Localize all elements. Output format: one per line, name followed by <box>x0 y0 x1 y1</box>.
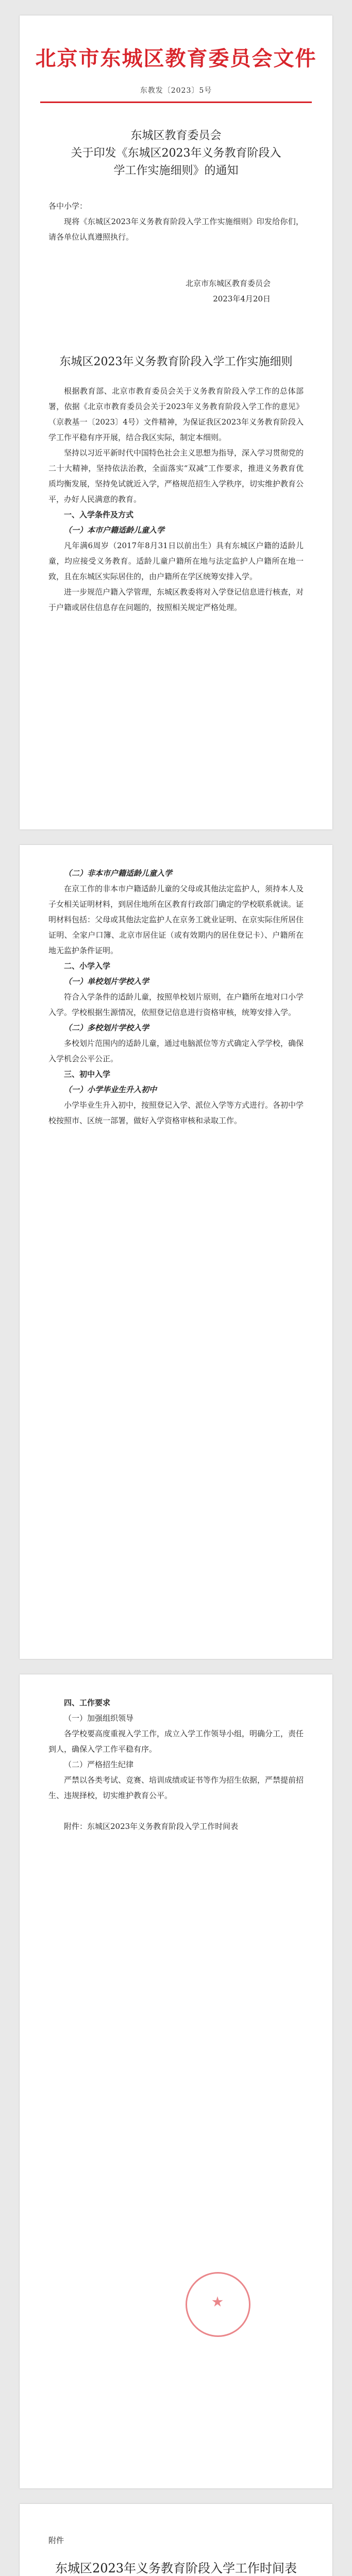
paragraph: 进一步规范户籍入学管理，东城区教委将对入学登记信息进行核查，对于户籍或居住信息存在问题的，按照相关规定严格处理。 <box>48 587 304 612</box>
annex-title: 东城区2023年义务教育阶段入学工作时间表 <box>55 2561 297 2575</box>
page-1 <box>20 15 332 829</box>
subsection-heading: （一）小学毕业生升入初中 <box>64 1085 157 1094</box>
notice-body: 现将《东城区2023年义务教育阶段入学工作实施细则》印发给你们，请各单位认真遵照执行。 <box>48 217 304 242</box>
page-2 <box>20 845 332 1659</box>
salutation: 各中小学： <box>48 201 88 211</box>
notice-signature: 北京市东城区教育委员会 <box>185 279 271 288</box>
page-3 <box>20 1674 332 2488</box>
paragraph: 小学毕业生升入初中，按照登记入学、派位入学等方式进行。各初中学校按照市、区统一部署，做好入学资格审核和录取工作。 <box>48 1100 304 1125</box>
red-header-title: 北京市东城区教育委员会文件 <box>35 47 317 71</box>
paragraph: 各学校要高度重视入学工作，成立入学工作领导小组，明确分工，责任到人，确保入学工作平稳有序。 <box>48 1729 304 1754</box>
red-divider <box>40 101 312 103</box>
section-heading: 三、初中入学 <box>64 1070 111 1079</box>
subsection-heading: （一）加强组织领导 <box>64 1714 134 1723</box>
paragraph: 凡年满6周岁（2017年8月31日以前出生）具有东城区户籍的适龄儿童，均应接受义务教育。适龄儿童户籍所在地与法定监护人户籍所在地一致，且在东城区实际居住的，由户籍所在学区统筹安排入学。 <box>48 541 304 581</box>
section-heading: 四、工作要求 <box>64 1698 111 1707</box>
subsection-heading: （二）严格招生纪律 <box>64 1760 134 1769</box>
page-4 <box>20 2504 332 2576</box>
official-seal <box>186 2272 250 2337</box>
closing-annex-reference: 附件：东城区2023年义务教育阶段入学工作时间表 <box>64 1822 239 1831</box>
plan-intro-para: 根据教育部、北京市教育委员会关于义务教育阶段入学工作的总体部署，依据《北京市教育委员会关于2023年义务教育阶段入学工作的意见》（京教基一〔2023〕4号）文件精神，为保证我区2023年义务教育阶段入学工作平稳有序开展，结合我区实际，制定本细则。 <box>48 386 304 442</box>
subsection-heading: （一）本市户籍适龄儿童入学 <box>64 526 165 535</box>
section-heading: 一、入学条件及方式 <box>64 510 134 519</box>
annex-label: 附件 <box>48 2536 64 2545</box>
subsection-heading: （二）多校划片学校入学 <box>64 1023 149 1032</box>
plan-title: 东城区2023年义务教育阶段入学工作实施细则 <box>59 355 293 368</box>
subsection-heading: （二）非本市户籍适龄儿童入学 <box>64 869 173 878</box>
paragraph: 严禁以各类考试、竞赛、培训成绩或证书等作为招生依据，严禁提前招生、违规择校，切实维护教育公平。 <box>48 1775 304 1800</box>
plan-intro-para: 坚持以习近平新时代中国特色社会主义思想为指导，深入学习贯彻党的二十大精神，坚持依法治教，全面落实“双减”工作要求，推进义务教育优质均衡发展，坚持免试就近入学，严格规范招生入学秩序，切实维护教育公平，办好人民满意的教育。 <box>48 448 304 504</box>
section-heading: 二、小学入学 <box>64 961 111 971</box>
notice-issuer: 东城区教育委员会 <box>130 129 222 142</box>
document-number: 东教发〔2023〕5号 <box>140 87 212 95</box>
paragraph: 多校划片范围内的适龄儿童，通过电脑派位等方式确定入学学校，确保入学机会公平公正。 <box>48 1039 304 1063</box>
paragraph: 符合入学条件的适龄儿童，按照单校划片原则，在户籍所在地对口小学入学。学校根据生源情况，依照登记信息进行资格审核，统筹安排入学。 <box>48 992 304 1017</box>
notice-date: 2023年4月20日 <box>213 294 271 303</box>
paragraph: 在京工作的非本市户籍适龄儿童的父母或其他法定监护人，须持本人及子女相关证明材料，到居住地所在区教育行政部门确定的学校联系就读。证明材料包括：父母或其他法定监护人在京务工就业证明、在京实际住所居住证明、全家户口簿、北京市居住证（或有效期内的居住登记卡）、户籍所在地无监护条件证明。 <box>48 884 304 955</box>
subsection-heading: （一）单校划片学校入学 <box>64 977 149 986</box>
notice-title: 关于印发《东城区2023年义务教育阶段入学工作实施细则》的通知 <box>71 147 281 177</box>
